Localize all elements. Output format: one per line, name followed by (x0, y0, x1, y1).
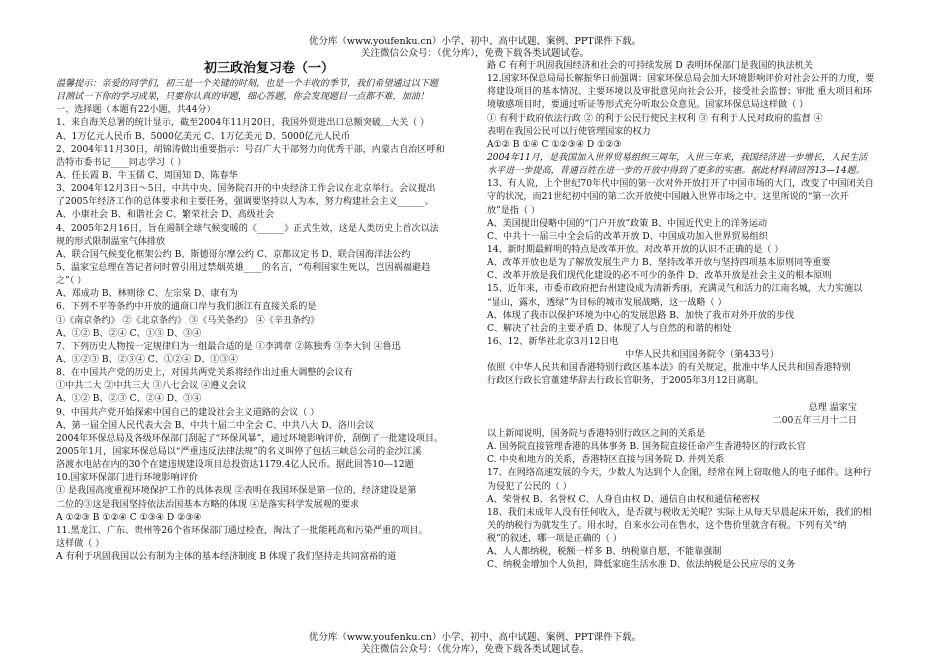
question-line: A、郑成功 B、林则徐 C、左宗棠 D、康有为 (56, 289, 238, 300)
header-site-line: 优分库（www.youfenku.cn）小学、初中、高中试题、案例、PPT课件下载。 (308, 36, 642, 47)
question-line: 守的状况，而21世纪初中国的第二次开放使中国融入世界市场之中。这里所说的“第一次开 (487, 192, 849, 203)
question-line: 15、近年来，市委市政府把台州建设成为清新秀丽，充满灵气和活力的江南名城，大力实施以 (487, 284, 863, 295)
question-line: 11.黑龙江、广东、贵州等26个省环保部门通过检查，淘汰了一批能耗高和污染严重的项目。 (56, 525, 428, 536)
question-line: C、改革开放是我们现代化建设的必不可少的条件 D、改革开放是社会主义的根本原则 (487, 271, 832, 282)
question-line: 境敏感项目时，要通过听证等形式充分听取公众意见。国家环保总局这样做（ ） (487, 100, 809, 111)
decree-date: 二00五年三月十二日 (772, 415, 857, 426)
question-line: A、荣誉权 B、名誉权 C、人身自由权 D、通信自由权和通信秘密权 (487, 494, 760, 505)
question-line: A、小康社会 B、和谐社会 C、繁荣社会 D、高级社会 (56, 210, 275, 221)
header-wechat-line: 关注微信公众号：（优分库），免费下载各类试题试卷。 (360, 48, 589, 59)
passage-line: 2005年1月，国家环保总局以“严重违反法律法规”的名义叫停了包括三峡总公司的金沙江溪 (56, 446, 422, 457)
question-line: 6、下列不平等条约中开放的通商口岸与我们浙江有直接关系的是 (56, 302, 317, 313)
question-line: 16、12、新华社北京3月12日电 (487, 336, 619, 347)
footer-site-line: 优分库（www.youfenku.cn）小学、初中、高中试题、案例、PPT课件下载。 (308, 632, 642, 643)
question-line: 2、2004年11月30日，胡锦涛做出重要指示：号召广大干部努力向优秀干部，内蒙古自治区呼和 (56, 144, 445, 155)
question-line: 将建设项目的基本情况、主要环境以及审批意见向社会公开，接受社会监督；审批 重大项目和环 (487, 87, 872, 98)
question-line: A. 国务院直接管理香港的具体事务 B. 国务院直接任命产生香港特区的行政长官 (487, 442, 806, 453)
question-line: 关的纳税行为就发生了。用水时，自来水公司在售水，这个售价里就含有税。下列有关“纳 (487, 520, 847, 531)
question-line: 12.国家环保总局局长解振华日前强调：国家环保总局会加大环境影响评价对社会公开的力度，要 (487, 74, 875, 85)
question-line: C、纳税金增加个人负担，降低家庭生活水准 D、依法纳税是公民应尽的义务 (487, 560, 796, 571)
question-line: 放”是指（ ） (487, 205, 541, 216)
question-line: 了2005年经济工作的总体要求和主要任务，强调要坚持以人为本，努力构建社会主义______。 (56, 197, 434, 208)
question-line: 13、有人说，上个世纪70年代中国的第一次对外开放打开了中国市场的大门，改变了中国闭关自 (487, 179, 874, 190)
question-line: 二位的③这是我国坚持依法治国基本方略的体现 ④是落实科学发展观的要求 (56, 499, 359, 510)
decree-line: 依照《中华人民共和国香港特别行政区基本法》的有关规定，批准中华人民共和国香港特别 (487, 363, 851, 374)
question-line: 18、我们未成年人没有任何收入，是否就与税收无关呢？实际上从每天早晨起床开始，我们的相 (487, 507, 872, 518)
question-line: 以上新闻说明，国务院与香港特别行政区之间的关系是 (487, 428, 706, 439)
question-line: C、中共十一届三中全会后的改革开放 D、中国成功加入世界贸易组织 (487, 231, 768, 242)
right-column (487, 60, 917, 572)
tip-line: 目测试一下你的学习成果，只要你认真的审题，细心答题，你会发现题目一点都不难，加油！ (56, 92, 429, 103)
page-header (0, 36, 950, 60)
question-line: A、任长霞 B、牛玉儒 C、周国知 D、陈春华 (56, 170, 238, 181)
question-line: 为侵犯了公民的（ ） (487, 481, 572, 492)
question-line: 10.国家环保部门进行环境影响评价 (56, 473, 198, 484)
exam-title: 初三政治复习卷（一） (203, 61, 334, 76)
question-line: 规的形式限制温室气体排放 (56, 236, 166, 247)
question-line: 5、温家宝总理在答记者问时曾引用过禁烟英雄____的名言，“苟利国家生死以，岂因祸福避趋 (56, 262, 431, 273)
question-line: A、改革开放也是为了解放发展生产力 B、坚持改革开放与坚持四项基本原则同等重要 (487, 258, 831, 269)
question-line: A、美国提出侵略中国的“门户开放”政策 B、中国近代史上的洋务运动 (487, 218, 768, 229)
question-line: A、①② B、②④ C、①③ D、③④ (56, 328, 202, 339)
question-line: 1、来自海关总署的统计显示，截至2004年11月20日，我国外贸进出口总额突破＿大关（ ） (56, 118, 430, 129)
passage-line: 洛渡水电站在内的30个在建违规建设项目总投资达1179.4亿人民币。据此回答10---12题 (56, 460, 414, 471)
question-line: A ①②③ B ①②④ C ①③④ D ②③④ (56, 512, 202, 523)
question-line: 浩特市委书记____同志学习（ ） (56, 157, 187, 168)
question-line: 这样做（ ） (56, 538, 105, 549)
question-line: 7、下列历史人物按一定规律归为一组最合适的是 ①李鸿章 ②陈独秀 ③李大钊 ④鲁迅 (56, 341, 401, 352)
question-line: A、第一届全国人民代表大会 B、中共十届二中全会 C、中共八大 D、洛川会议 (56, 420, 375, 431)
decree-signature: 总理 温家宝 (808, 402, 857, 413)
question-line: 3、2004年12月3日～5日，中共中央、国务院召开的中央经济工作会议在北京举行。会议提出 (56, 184, 436, 195)
tip-line: 温馨提示：亲爱的同学们，初三是一个关键的时刻，也是一个丰收的季节，我们希望通过以下题 (56, 79, 438, 89)
question-line: ①中共二大 ②中共三大 ③八七会议 ④遵义会议 (56, 381, 247, 392)
question-line: 路 C 有利于巩固我国经济和社会的可持续发展 D 表明环保部门是我国的执法机关 (487, 61, 813, 71)
question-line: A、联合国气候变化框架公约 B、斯德哥尔摩公约 C、京都议定书 D、联合国海洋法公约 (56, 249, 411, 260)
question-line: 税”的叙述，哪一项是正确的（ ） (487, 534, 622, 545)
question-line: ① 有利于政府依法行政 ② 的利于公民行使民主权利 ③ 有利于人民对政府的监督 ④ (487, 113, 823, 124)
question-line: A 有利于巩固我国以公有制为主体的基本经济制度 B 体现了我们坚持走共同富裕的道 (56, 552, 397, 563)
passage-line: 水平进一步提高，普通百姓在进一步的开放中得到了更多的实惠。据此材料请回答13—14题。 (487, 166, 865, 177)
decree-line: 行政区行政长官董建华辞去行政长官职务，于2005年3月12日离职。 (487, 376, 764, 387)
question-line: A、人人都纳税，税额一样多 B、纳税靠自愿，不能靠强制 (487, 547, 722, 558)
question-line: A、1万亿元人民币 B、5000亿美元 C、1万亿美元 D、5000亿元人民币 (56, 131, 351, 142)
left-column (56, 60, 482, 564)
decree-title: 中华人民共和国国务院令（第433号） (625, 350, 779, 361)
footer-wechat-line: 关注微信公众号：（优分库），免费下载各类试题试卷。 (360, 644, 589, 655)
question-line: 17、在网络高速发展的今天，少数人为达到个人企图，经常在网上窃取他人的电子邮件。这种行 (487, 468, 872, 479)
passage-line: 2004年11月，是我国加入世界贸易组织三周年，入世三年来，我国经济进一步增长，人民生活 (487, 152, 868, 163)
question-line: C、解决了社会的主要矛盾 D、体现了人与自然的和谐的相处 (487, 323, 732, 334)
question-line: A①② B ①④ C ①②③④ D ①②③ (487, 139, 622, 150)
question-line: 表明在我国公民可以行使管理国家的权力 (487, 126, 651, 137)
section-heading: 一、选择题（本题有22小题，共44分） (56, 105, 216, 116)
question-line: 9、中国共产党开始探索中国自己的建设社会主义道路的会议（ ） (56, 407, 320, 418)
blank-line (487, 389, 917, 402)
question-line: 4、2005年2月16日，旨在遏制全球气候变暖的《______》正式生效，这是人类历史上首次以法 (56, 223, 439, 234)
question-line: C. 中央和地方的关系，香港特区直接与国务院 D. 并列关系 (487, 455, 725, 466)
question-line: A、①②③ B、②③④ C、①②④ D、①③④ (56, 354, 238, 365)
question-line: “显山，露水，透绿”为目标的城市发展战略，这一战略（ ） (487, 297, 727, 308)
question-line: 之”（ ） (56, 276, 87, 287)
question-line: ① 是我国高度重视环境保护工作的具体表现 ②表明在我国环保是第一位的，经济建设是第 (56, 486, 417, 497)
question-line: A、体现了我市以保护环境为中心的发展思路 B、加快了我市对外开放的步伐 (487, 310, 795, 321)
question-line: 8、在中国共产党的历史上，对国共两党关系将经作出过重大调整的会议有 (56, 368, 353, 379)
passage-line: 2004年环保总局及各级环保部门刮起了“环保风暴”，通过环境影响评价，刮倒了一批建设项目。 (56, 433, 444, 444)
question-line: A、①② B、②③ C、②④ D、③④ (56, 394, 202, 405)
page-footer (0, 632, 950, 656)
question-line: ①《南京条约》 ②《北京条约》 ③《马关条约》 ④《辛丑条约》 (56, 315, 320, 326)
question-line: 14、新时期最鲜明的特点是改革开放。对改革开放的认识不正确的是（ ） (487, 244, 784, 255)
